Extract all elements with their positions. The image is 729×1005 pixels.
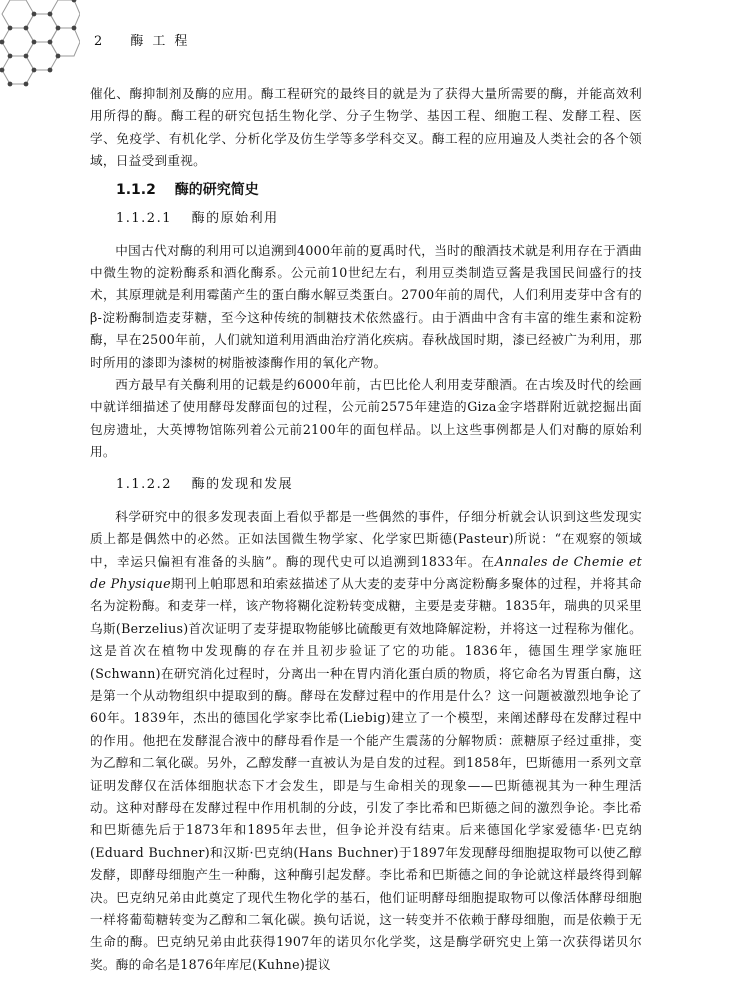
- subsection-number: 1.1.2.1: [116, 210, 172, 226]
- subsection-heading-1-1-2-2: [116, 474, 642, 496]
- hexagon-decoration-icon: [0, 0, 80, 95]
- intro-paragraph: 催化、酶抑制剂及酶的应用。酶工程研究的最终目的就是为了获得大量所需要的酶，并能高效利用所得的酶。酶工程的研究包括生物化学、分子生物学、基因工程、细胞工程、发酵工程、医学、免疫学、有机化学、分析化学及仿生学等多学科交叉。酶工程的应用遍及人类社会的各个领域，日益受到重视。: [90, 86, 642, 169]
- paragraph-discovery-part-b: 期刊上帕耶恩和珀索兹描述了从大麦的麦芽中分离淀粉酶多聚体的过程，并将其命名为淀粉酶。和麦芽一样，该产物将糊化淀粉转变成糖，主要是麦芽糖。1835年，瑞典的贝采里乌斯(Berzelius)首次证明了麦芽提取物能够比硫酸更有效地降解淀粉，并将这一过程称为催化。这是首次在植物中发现酶的存在并且初步验证了它的功能。1836年，德国生理学家施旺(Schwann)在研究消化过程时，分离出一种在胃内消化蛋白质的物质，将它命名为胃蛋白酶，这是第一个从动物组织中提取到的酶。酵母在发酵过程中的作用是什么？这一问题被激烈地争论了60年。1839年，杰出的德国化学家李比希(Liebig)建立了一个模型，来阐述酵母在发酵过程中的作用。他把在发酵混合液中的酵母看作是一个能产生震荡的分解物质：蔗糖原子经过重排，变为乙醇和二氧化碳。另外，乙醇发酵一直被认为是自发的过程。到1858年，巴斯德用一系列文章证明发酵仅在活体细胞状态下才会发生，即是与生命相关的现象——巴斯德视其为一种生理活动。这种对酵母在发酵过程中作用机制的分歧，引发了李比希和巴斯德之间的激烈争论。李比希和巴斯德先后于1873年和1895年去世，但争论并没有结束。后来德国化学家爱德华·巴克纳(Eduard Buchner)和汉斯·巴克纳(Hans Buchner)于1897年发现酵母细胞提取物可以使乙醇发酵，即酵母细胞产生一种酶，这种酶引起发酵。李比希和巴斯德之间的争论就这样最终得到解决。巴克纳兄弟由此奠定了现代生物化学的基石，他们证明酵母细胞提取物可以像活体酵母细胞一样将葡萄糖转变为乙醇和二氧化碳。换句话说，这一转变并不依赖于酵母细胞，而是依赖于无生命的酶。巴克纳兄弟由此获得1907年的诺贝尔化学奖，这是酶学研究史上第一次获得诺贝尔奖。酶的命名是1876年库尼(Kuhne)提议: [90, 575, 642, 972]
- page-header: [94, 30, 196, 49]
- paragraph-ancient-china: 中国古代对酶的利用可以追溯到4000年前的夏禹时代，当时的酿酒技术就是利用存在于酒曲中微生物的淀粉酶系和酒化酶系。公元前10世纪左右，利用豆类制造豆酱是我国民间盛行的技术，其原理就是利用霉菌产生的蛋白酶水解豆类蛋白。2700年前的周代，人们利用麦芽中含有的β-淀粉酶制造麦芽糖，至今这种传统的制糖技术依然盛行。由于酒曲中含有丰富的维生素和淀粉酶，早在2500年前，人们就知道利用酒曲治疗消化疾病。春秋战国时期，漆已经被广为利用，那时所用的漆即为漆树的树脂被漆酶作用的氧化产物。: [90, 242, 642, 370]
- paragraph-discovery: [90, 506, 642, 977]
- page-number: 2: [94, 34, 104, 49]
- running-title: 酶工程: [130, 34, 197, 49]
- journal-title: Annales de Chemie et de Physique: [90, 553, 643, 591]
- subsection-number: 1.1.2.2: [116, 476, 172, 492]
- section-title: 酶的研究简史: [174, 181, 259, 198]
- subsection-title: 酶的发现和发展: [191, 476, 294, 492]
- subsection-title: 酶的原始利用: [191, 210, 279, 226]
- section-heading-1-1-2: [116, 179, 642, 201]
- paragraph-ancient-west: 西方最早有关酶利用的记载是约6000年前，古巴比伦人利用麦芽酿酒。在古埃及时代的绘画中就详细描述了使用酵母发酵面包的过程，公元前2575年建造的Giza金字塔群附近就挖掘出面包房遗址，大英博物馆陈列着公元前2100年的面包样品。以上这些事例都是人们对酶的原始利用。: [90, 377, 642, 460]
- page-body: [90, 83, 642, 976]
- section-number: 1.1.2: [116, 181, 156, 198]
- paragraph-discovery-part-a: 科学研究中的很多发现表面上看似乎都是一些偶然的事件，仔细分析就会认识到这些发现实质上都是偶然中的必然。正如法国微生物学家、化学家巴斯德(Pasteur)所说：“在观察的领域中，幸运只偏袒有准备的头脑”。酶的现代史可以追溯到1833年。在: [90, 508, 642, 569]
- subsection-heading-1-1-2-1: [116, 208, 642, 230]
